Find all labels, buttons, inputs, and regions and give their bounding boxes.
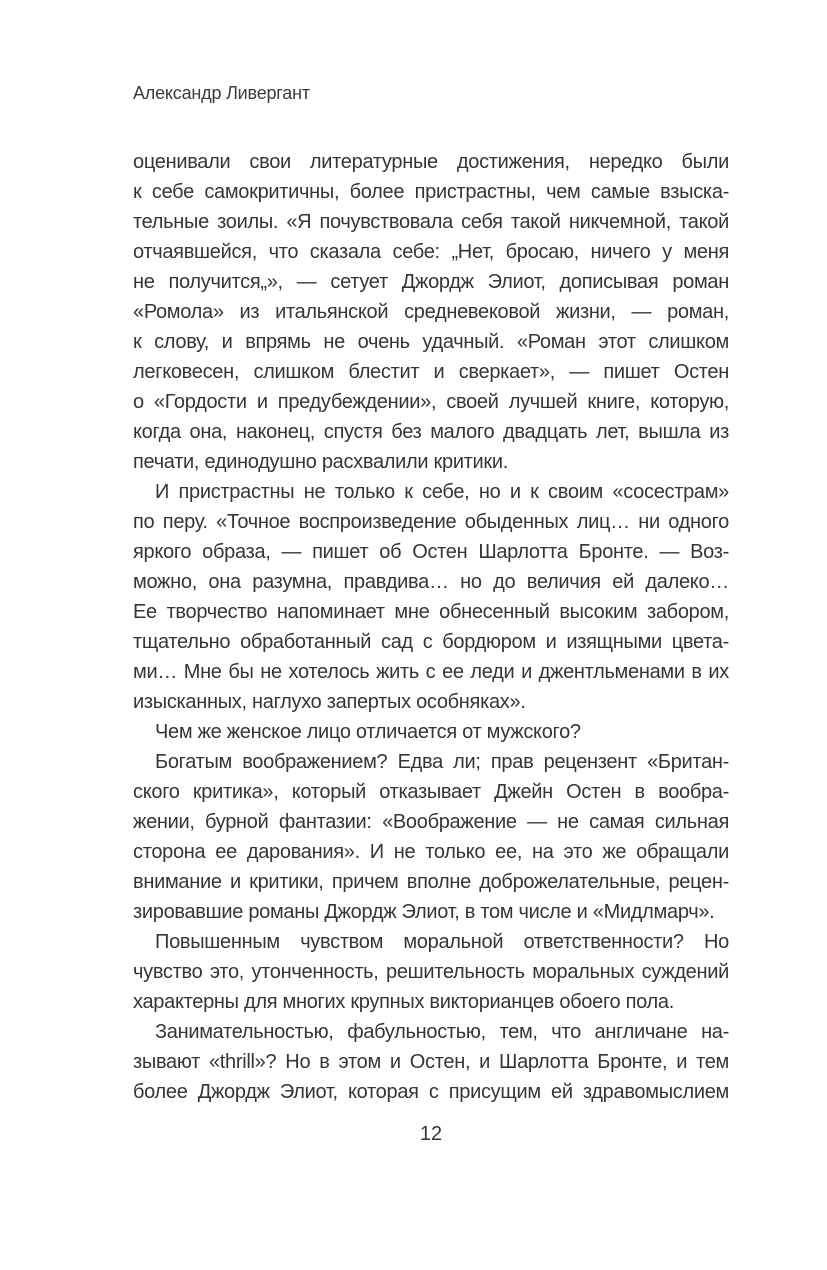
- body-line: Занимательностью, фабульностью, тем, что англичане на-: [155, 1021, 729, 1043]
- body-line: печати, единодушно расхвалили критики.: [133, 451, 508, 473]
- body-line: о «Гордости и предубеждении», своей лучшей книге, которую,: [133, 391, 729, 413]
- body-line: можно, она разумна, правдива… но до величия ей далеко…: [133, 571, 729, 593]
- body-line: ского критика», который отказывает Джейн Остен в вообра-: [133, 781, 729, 803]
- body-line: внимание и критики, причем вполне доброжелательные, рецен-: [133, 871, 729, 893]
- body-line: Чем же женское лицо отличается от мужского?: [155, 721, 581, 743]
- body-line: не получится„», — сетует Джордж Элиот, дописывая роман: [133, 271, 729, 293]
- body-line: жении, бурной фантазии: «Воображение — не самая сильная: [133, 811, 729, 833]
- body-line: характерны для многих крупных викторианцев обоего пола.: [133, 991, 674, 1013]
- body-line: тщательно обработанный сад с бордюром и изящными цвета-: [133, 631, 729, 653]
- body-line: чувство это, утонченность, решительность моральных суждений: [133, 961, 729, 983]
- body-line: изысканных, наглухо запертых особняках».: [133, 691, 526, 713]
- body-line: яркого образа, — пишет об Остен Шарлотта Бронте. — Воз-: [133, 541, 729, 563]
- page-number: 12: [419, 1123, 443, 1145]
- body-line: «Ромола» из итальянской средневековой жизни, — роман,: [133, 301, 729, 323]
- body-line: оценивали свои литературные достижения, нередко были: [133, 151, 729, 173]
- body-line: легковесен, слишком блестит и сверкает», — пишет Остен: [133, 361, 729, 383]
- body-line: к себе самокритичны, более пристрастны, чем самые взыска-: [133, 181, 729, 203]
- body-line: более Джордж Элиот, которая с присущим ей здравомыслием: [133, 1081, 729, 1103]
- body-line: сторона ее дарования». И не только ее, на это же обращали: [133, 841, 729, 863]
- body-line: И пристрастны не только к себе, но и к своим «сосестрам»: [155, 481, 729, 503]
- body-line: по перу. «Точное воспроизведение обыденных лиц… ни одного: [133, 511, 729, 533]
- body-line: Богатым воображением? Едва ли; прав рецензент «Британ-: [155, 751, 729, 773]
- body-text: [133, 147, 729, 1107]
- body-line: к слову, и впрямь не очень удачный. «Роман этот слишком: [133, 331, 729, 353]
- body-line: ми… Мне бы не хотелось жить с ее леди и джентльменами в их: [133, 661, 729, 683]
- body-line: отчаявшейся, что сказала себе: „Нет, бросаю, ничего у меня: [133, 241, 729, 263]
- body-line: тельные зоилы. «Я почувствовала себя такой никчемной, такой: [133, 211, 729, 233]
- body-line: зировавшие романы Джордж Элиот, в том числе и «Мидлмарч».: [133, 901, 715, 923]
- body-line: зывают «thrill»? Но в этом и Остен, и Шарлотта Бронте, и тем: [133, 1051, 729, 1073]
- body-line: Повышенным чувством моральной ответственности? Но: [155, 931, 729, 953]
- running-header: Александр Ливергант: [133, 83, 310, 103]
- body-line: когда она, наконец, спустя без малого двадцать лет, вышла из: [133, 421, 729, 443]
- body-line: Ее творчество напоминает мне обнесенный высоким забором,: [133, 601, 729, 623]
